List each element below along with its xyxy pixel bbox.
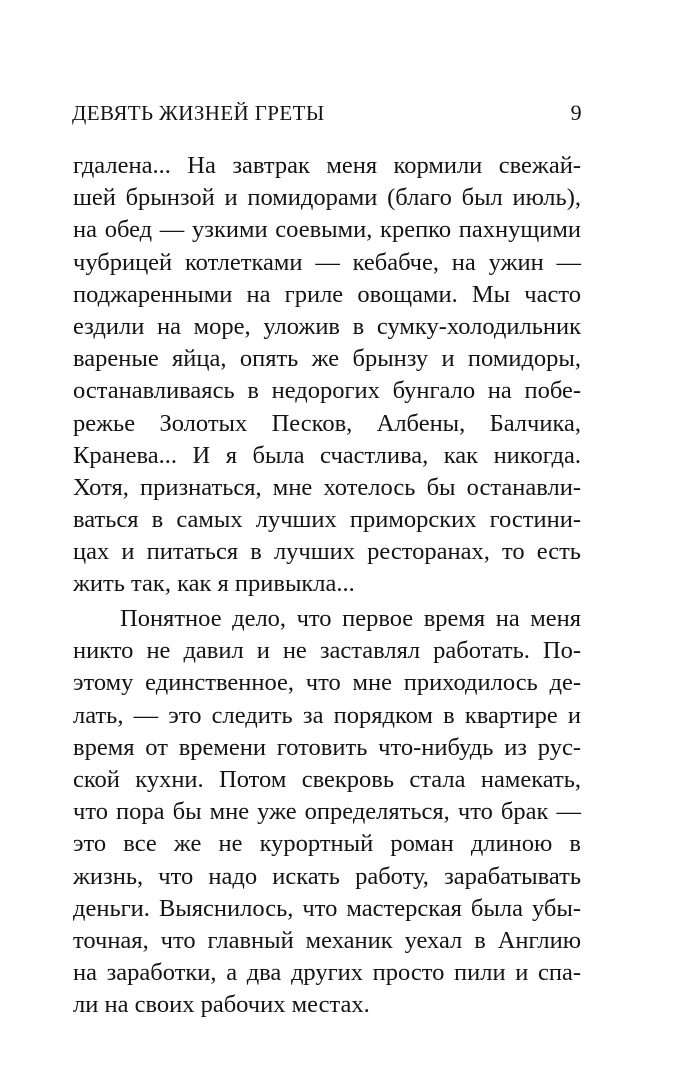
text-line: на обед — узкими соевыми, крепко пахнущими [73, 216, 581, 244]
text-line: Хотя, признаться, мне хотелось бы останавли- [73, 473, 581, 501]
text-line: жизнь, что надо искать работу, зарабатывать [73, 862, 581, 890]
paragraph-2 [73, 603, 581, 1021]
text-line: деньги. Выяснилось, что мастерская была убы- [73, 894, 581, 922]
text-line: точная, что главный механик уехал в Англию [73, 926, 581, 954]
page-number: 9 [570, 100, 582, 125]
text-line: чубрицей котлетками — кебабче, на ужин — [73, 248, 581, 276]
text-line: гдалена... На завтрак меня кормили свежай- [73, 152, 581, 179]
text-line: вареные яйца, опять же брынзу и помидоры, [73, 345, 581, 373]
text-line: ваться в самых лучших приморских гостини- [73, 506, 581, 534]
text-line: ездили на море, уложив в сумку-холодильник [73, 312, 581, 340]
text-line: режье Золотых Песков, Албены, Балчика, [73, 409, 581, 437]
text-line: поджаренными на гриле овощами. Мы часто [73, 280, 581, 308]
text-line: на заработки, а два других просто пили и спа- [73, 959, 581, 987]
text-line: шей брынзой и помидорами (благо был июль), [73, 184, 581, 212]
text-line: Кранева... И я была счастлива, как никогда. [73, 441, 581, 469]
text-line: никто не давил и не заставлял работать. По- [73, 637, 581, 665]
text-line: это все же не курортный роман длиною в [73, 830, 581, 858]
text-line: ской кухни. Потом свекровь стала намекать, [73, 765, 581, 793]
paragraph-1 [73, 150, 581, 601]
text-line: этому единственное, что мне приходилось де- [73, 669, 581, 697]
text-line: что пора бы мне уже определяться, что брак — [73, 798, 581, 826]
running-head [72, 98, 582, 128]
text-line: Понятное дело, что первое время на меня [120, 605, 581, 632]
running-title: ДЕВЯТЬ ЖИЗНЕЙ ГРЕТЫ [72, 101, 325, 125]
text-line: ли на своих рабочих местах. [73, 991, 370, 1019]
text-line: время от времени готовить что-нибудь из рус- [73, 733, 581, 761]
text-line: останавливаясь в недорогих бунгало на побе- [73, 377, 581, 405]
text-line: жить так, как я привыкла... [73, 570, 355, 598]
text-line: цах и питаться в лучших ресторанах, то есть [73, 538, 581, 566]
text-line: лать, — это следить за порядком в квартире и [73, 701, 581, 729]
